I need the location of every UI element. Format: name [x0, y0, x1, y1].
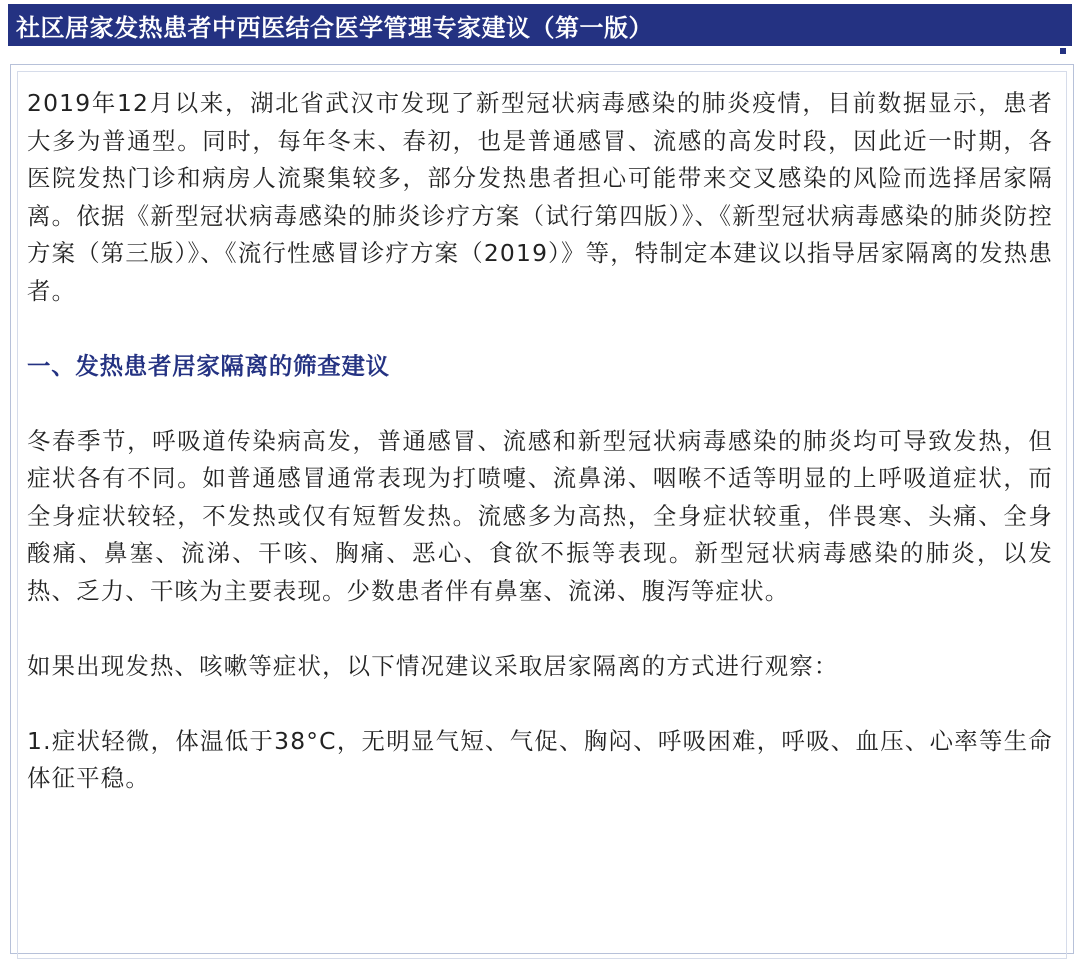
paragraph-spacer	[27, 610, 1053, 648]
title-bar-accent	[1060, 48, 1066, 54]
isolation-intro-paragraph: 如果出现发热、咳嗽等症状，以下情况建议采取居家隔离的方式进行观察：	[27, 651, 839, 680]
paragraph-spacer	[27, 385, 1053, 423]
page-title: 社区居家发热患者中西医结合医学管理专家建议（第一版）	[16, 13, 653, 42]
paragraph-spacer	[27, 685, 1053, 723]
symptoms-paragraph: 冬春季节，呼吸道传染病高发，普通感冒、流感和新型冠状病毒感染的肺炎均可导致发热，但症状各有不同。如普通感冒通常表现为打喷嚏、流鼻涕、咽喉不适等明显的上呼吸道症状，而全身症状较轻，不发热或仅有短暂发热。流感多为高热，全身症状较重，伴畏寒、头痛、全身酸痛、鼻塞、流涕、干咳、胸痛、恶心、食欲不振等表现。新型冠状病毒感染的肺炎，以发热、乏力、干咳为主要表现。少数患者伴有鼻塞、流涕、腹泻等症状。	[27, 426, 1053, 605]
page-title-bar	[8, 4, 1072, 46]
paragraph-spacer	[27, 310, 1053, 348]
section-heading: 一、发热患者居家隔离的筛查建议	[27, 351, 390, 380]
criteria-item-1: 1.症状轻微，体温低于38°C，无明显气短、气促、胸闷、呼吸困难，呼吸、血压、心率等生命体征平稳。	[27, 726, 1053, 792]
intro-paragraph: 2019年12月以来，湖北省武汉市发现了新型冠状病毒感染的肺炎疫情，目前数据显示，患者大多为普通型。同时，每年冬末、春初，也是普通感冒、流感的高发时段，因此近一时期，各医院发热门诊和病房人流聚集较多，部分发热患者担心可能带来交叉感染的风险而选择居家隔离。依据《新型冠状病毒感染的肺炎诊疗方案（试行第四版）》、《新型冠状病毒感染的肺炎防控方案（第三版）》、《流行性感冒诊疗方案（2019）》等，特制定本建议以指导居家隔离的发热患者。	[27, 89, 1053, 305]
article-card	[10, 64, 1074, 954]
